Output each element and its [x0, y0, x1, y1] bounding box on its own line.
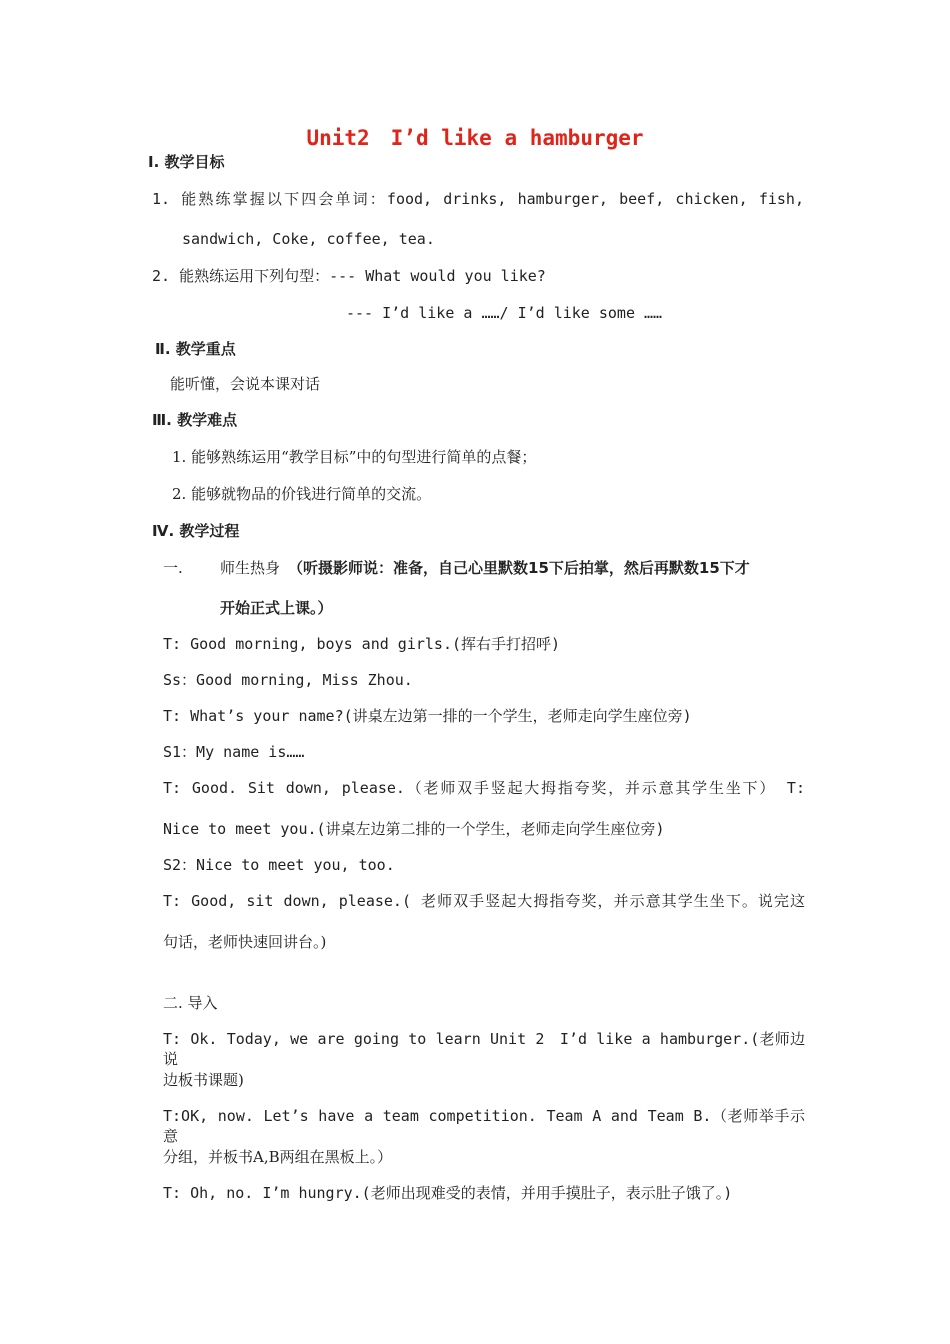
dialogue-line-7: S2：Nice to meet you, too.: [163, 856, 395, 874]
objective-item-1-line-1: 1. 能熟练掌握以下四会单词：food, drinks, hamburger, beef, chicken, fish,: [152, 190, 804, 208]
warmup-note-line-1: （听摄影师说：准备，自己心里默数15下后拍掌，然后再默数15下才: [288, 559, 750, 577]
difficulty-item-2: 2. 能够就物品的价钱进行简单的交流。: [172, 485, 432, 503]
intro-line-3: T:OK, now. Let’s have a team competition. Team A and Team B.（老师举手示意: [163, 1107, 805, 1145]
dialogue-line-9: 句话，老师快速回讲台。): [163, 933, 327, 951]
document-title: Unit2 I’d like a hamburger: [306, 126, 644, 150]
key-points-text: 能听懂，会说本课对话: [170, 375, 321, 393]
section-heading-process: Ⅳ. 教学过程: [152, 522, 240, 540]
dialogue-line-1: T: Good morning, boys and girls.(挥右手打招呼): [163, 635, 561, 653]
section-heading-difficulties: Ⅲ. 教学难点: [152, 411, 238, 429]
warmup-label: 一.: [163, 559, 183, 577]
warmup-note-line-2: 开始正式上课。）: [220, 599, 333, 617]
dialogue-line-2: Ss：Good morning, Miss Zhou.: [163, 671, 413, 689]
dialogue-line-6: Nice to meet you.(讲桌左边第二排的一个学生，老师走向学生座位旁): [163, 820, 665, 838]
dialogue-line-5: T: Good. Sit down, please.（老师双手竖起大拇指夸奖，并示意其学生坐下） T:: [163, 779, 805, 797]
objective-item-2-line-1: 2. 能熟练运用下列句型：--- What would you like?: [152, 267, 546, 285]
difficulty-item-1: 1. 能够熟练运用“教学目标”中的句型进行简单的点餐；: [172, 448, 537, 466]
warmup-title: 师生热身: [220, 559, 281, 577]
dialogue-line-3: T: What’s your name?(讲桌左边第一排的一个学生，老师走向学生座位旁): [163, 707, 692, 725]
section-heading-objectives: Ⅰ. 教学目标: [148, 153, 225, 171]
dialogue-line-8: T: Good, sit down, please.( 老师双手竖起大拇指夸奖，并示意其学生坐下。说完这: [163, 892, 805, 910]
dialogue-line-4: S1：My name is……: [163, 743, 305, 761]
intro-line-2: 边板书课题): [163, 1071, 244, 1089]
intro-heading: 二. 导入: [163, 994, 218, 1012]
intro-line-5: T: Oh, no. I’m hungry.(老师出现难受的表情，并用手摸肚子，表示肚子饿了。): [163, 1184, 733, 1202]
intro-line-1: T: Ok. Today, we are going to learn Unit 2 I’d like a hamburger.(老师边说: [163, 1030, 805, 1068]
objective-item-2-line-2: --- I’d like a ……/ I’d like some ……: [346, 304, 663, 322]
section-heading-key-points: Ⅱ. 教学重点: [155, 340, 236, 358]
objective-item-1-line-2: sandwich, Coke, coffee, tea.: [182, 230, 435, 248]
intro-line-4: 分组，并板书A,B两组在黑板上。）: [163, 1148, 393, 1166]
